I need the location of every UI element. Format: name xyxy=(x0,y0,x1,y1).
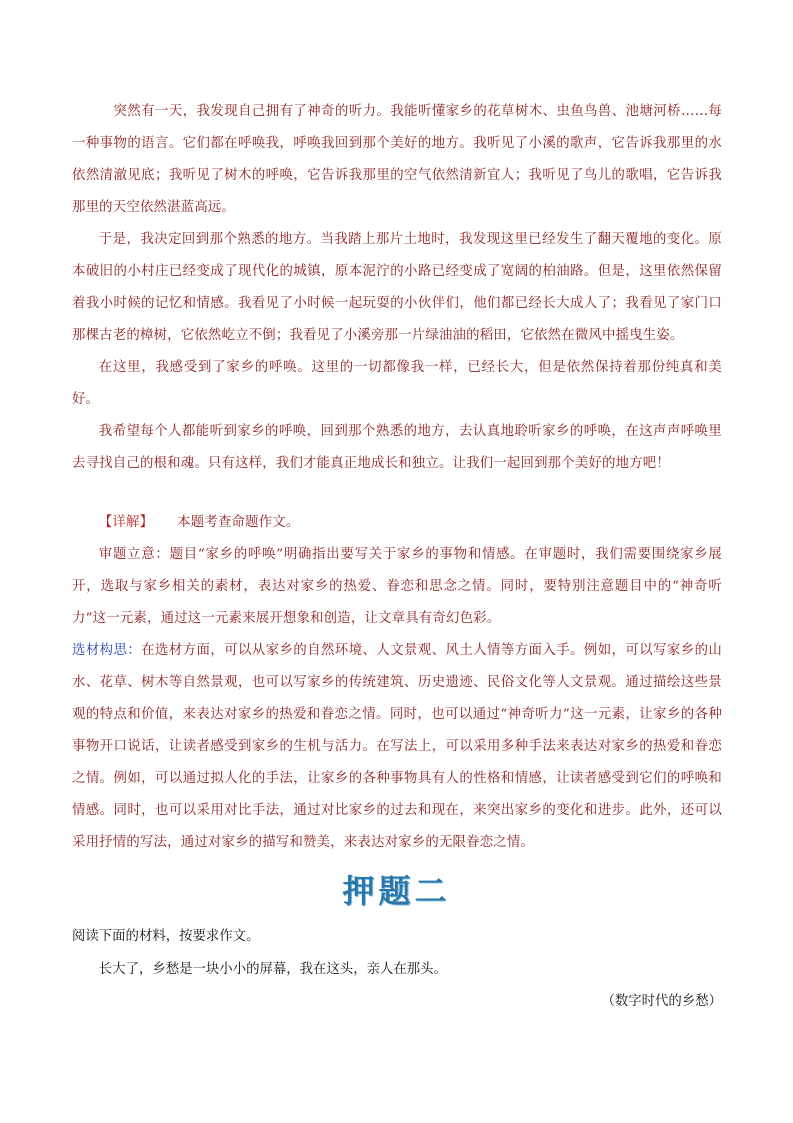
essay-paragraph-2: 于是，我决定回到那个熟悉的地方。当我踏上那片土地时，我发现这里已经发生了翻天覆地的变化。原本破旧的小村庄已经变成了现代化的城镇，原本泥泞的小路已经变成了宽阔的柏油路。但是，这里依然保留着我小时候的记忆和情感。我看见了小时候一起玩耍的小伙伴们，他们都已经长大成人了；我看见了家门口那棵古老的樟树，它依然屹立不倒；我看见了小溪旁那一片绿油油的稻田，它依然在微风中摇曳生姿。 xyxy=(72,232,722,343)
detail-label: 【详解】 xyxy=(98,515,154,530)
review-label: 审题立意： xyxy=(98,547,170,562)
essay-paragraph-1: 突然有一天，我发现自己拥有了神奇的听力。我能听懂家乡的花草树木、虫鱼鸟兽、池塘河桥……每一种事物的语言。它们都在呼唤我，呼唤我回到那个美好的地方。我听见了小溪的歌声，它告诉我那里的水依然清澈见底；我听见了树木的呼唤，它告诉我那里的空气依然清新宜人；我听见了鸟儿的歌唱，它告诉我那里的天空依然湛蓝高远。 xyxy=(72,104,722,215)
prompt-source: （数字时代的乡愁） xyxy=(601,994,722,1009)
review-paragraph xyxy=(72,539,722,635)
section-title: 押题二 xyxy=(342,872,451,910)
essay-paragraph-3: 在这里，我感受到了家乡的呼唤。这里的一切都像我一样，已经长大，但是依然保持着那份纯真和美好。 xyxy=(72,360,722,407)
sample-essay xyxy=(72,96,722,480)
answer-analysis xyxy=(72,507,722,859)
material-paragraph xyxy=(72,635,722,859)
detail-line xyxy=(72,507,722,539)
prompt-quote: 长大了，乡愁是一块小小的屏幕，我在这头，亲人在那头。 xyxy=(98,962,447,977)
writing-prompt-instruction: 阅读下面的材料，按要求作文。 xyxy=(72,929,260,944)
material-label: 选材构思： xyxy=(72,643,142,658)
material-text: 在选材方面，可以从家乡的自然环境、人文景观、风土人情等方面入手。例如，可以写家乡的山水、花草、树木等自然景观，也可以写家乡的传统建筑、历史遗迹、民俗文化等人文景观。通过描绘这些景观的特点和价值，来表达对家乡的热爱和眷恋之情。同时，也可以通过“神奇听力”这一元素，让家乡的各种事物开口说话，让读者感受到家乡的生机与活力。在写法上，可以采用多种手法来表达对家乡的热爱和眷恋之情。例如，可以通过拟人化的手法，让家乡的各种事物具有人的性格和情感，让读者感受到它们的呼唤和情感。同时，也可以采用对比手法，通过对比家乡的过去和现在，来突出家乡的变化和进步。此外，还可以采用抒情的写法，通过对家乡的描写和赞美，来表达对家乡的无限眷恋之情。 xyxy=(72,643,723,850)
essay-paragraph-4: 我希望每个人都能听到家乡的呼唤，回到那个熟悉的地方，去认真地聆听家乡的呼唤，在这声声呼唤里去寻找自己的根和魂。只有这样，我们才能真正地成长和独立。让我们一起回到那个美好的地方吧！ xyxy=(72,424,722,471)
detail-text: 本题考查命题作文。 xyxy=(177,515,300,530)
review-text: 题目“家乡的呼唤”明确指出要写关于家乡的事物和情感。在审题时，我们需要围绕家乡展开，选取与家乡相关的素材，表达对家乡的热爱、眷恋和思念之情。同时，要特别注意题目中的“神奇听力”这一元素，通过这一元素来展开想象和创造，让文章具有奇幻色彩。 xyxy=(72,547,722,626)
